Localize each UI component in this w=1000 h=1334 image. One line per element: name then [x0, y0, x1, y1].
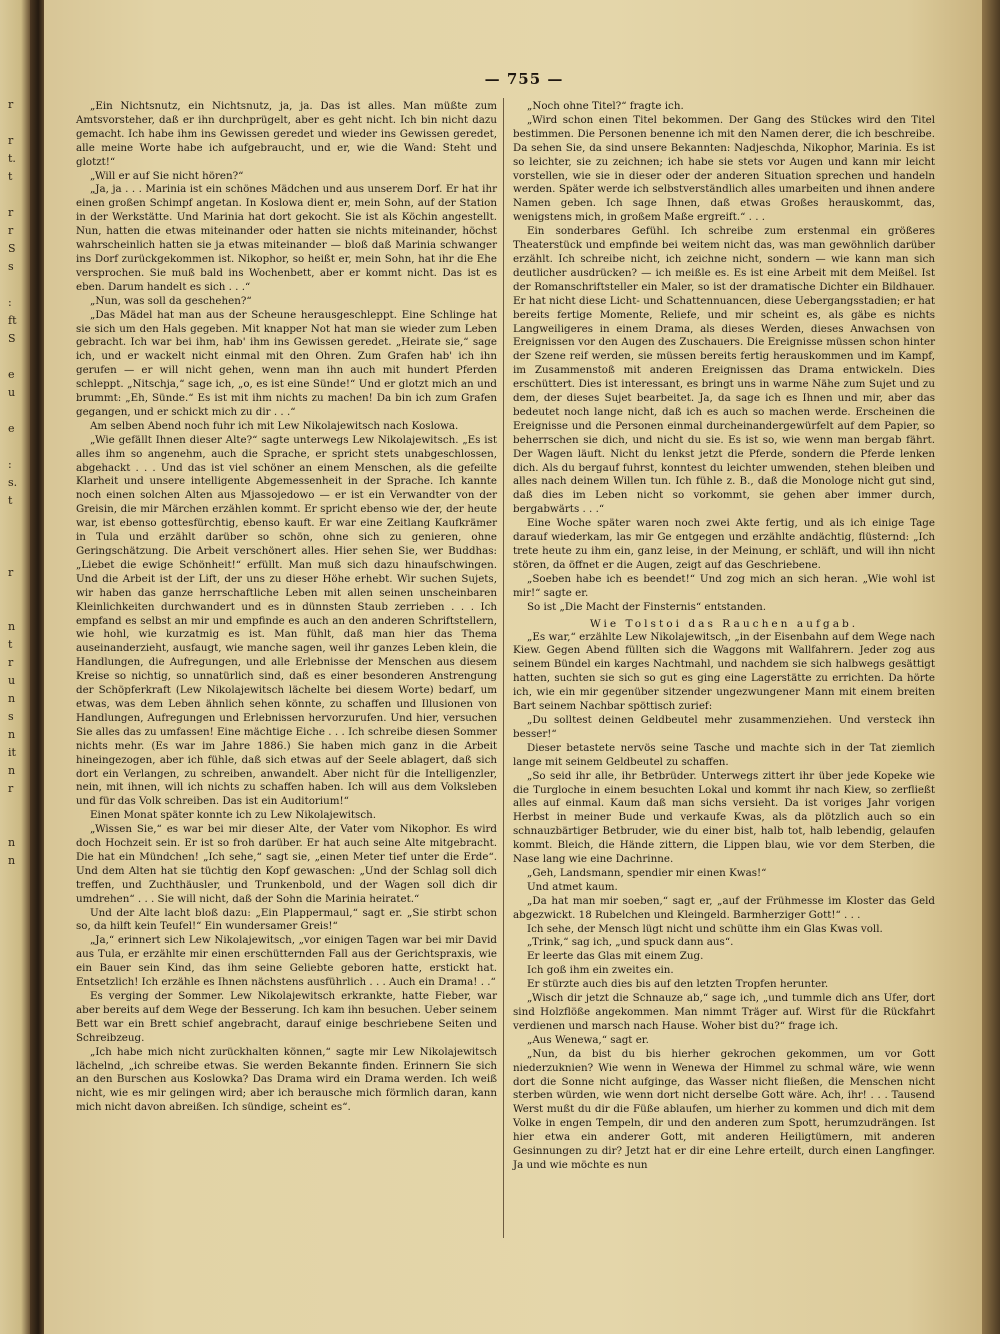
paragraph: Am selben Abend noch fuhr ich mit Lew Nikolajewitsch nach Koslowa.	[90, 419, 459, 432]
paragraph: Eine Woche später waren noch zwei Akte fertig, und als ich einige Tage darauf wiederkam, las mir Ge entgegen und erzählte andächtig, flüsternd: „Ich trete heute zu ihm ein, ganz leise, in der Meinung, er schläft, und will ihn nicht stören, da öffnet er die Augen, zeigt auf das Geschriebene.	[513, 517, 935, 571]
paragraph: „Ein Nichtsnutz, ein Nichtsnutz, ja, ja. Das ist alles. Man müßte zum Amtsvorsteher, daß er ihn durchprügelt, aber es geht nicht. Ich bin nicht dazu gemacht. Ich habe ihm ins Gewissen geredet und wieder ins Gewissen geredet, alle meine Worte habe ich aufgebraucht, und er, wie die Wand: Steht und glotzt!“	[76, 100, 497, 168]
paragraph: „Geh, Landsmann, spendier mir einen Kwas!“	[527, 866, 767, 879]
paragraph: „So seid ihr alle, ihr Betbrüder. Unterwegs zittert ihr über jede Kopeke wie die Turgloche in einem besuchten Lokal und kommt ihr nach Kiew, so zerfließt alles auf einmal. Kaum daß man sichs versieht. Da ist voriges Jahr vorigen Herbst in meiner Bude und verkaufe Kwas, als da plötzlich auch so ein schnauzbärtiger Betbruder, wie du einer bist, halb tot, halb lebendig, gelaufen kommt. Bleich, die Hände zittern, die Lippen blau, wie vor dem Sterben, die Nase lang wie eine Dachrinne.	[513, 769, 935, 866]
left-text-column	[76, 100, 497, 1115]
paragraph: So ist „Die Macht der Finsternis“ entstanden.	[527, 600, 767, 613]
paragraph: „Ja, ja . . . Marinia ist ein schönes Mädchen und aus unserem Dorf. Er hat ihr einen großen Schimpf angetan. In Koslowa dient er, mein Sohn, auf der Station in der Werkstätte. Und Marinia hat dort gekocht. Sie ist als Köchin angestellt. Nun, hatten die etwas miteinander oder hatten sie nichts miteinander, höchst wahrscheinlich hatten sie ja etwas miteinander — bloß daß Marinia schwanger ins Dorf zurückgekommen ist. Nikophor, so heißt er, mein Sohn, hat ihr die Ehe versprochen. Sie muß bald ins Wochenbett, aber er kommt nicht. Das ist es eben. Darum handelt es sich . . .“	[76, 183, 497, 293]
paragraph: „Da hat man mir soeben,“ sagt er, „auf der Frühmesse im Kloster das Geld abgezwickt. 18 Rubelchen und Kleingeld. Barmherziger Gott!“ . . .	[513, 894, 935, 921]
paragraph: Es verging der Sommer. Lew Nikolajewitsch erkrankte, hatte Fieber, war aber bereits auf dem Wege der Besserung. Ich kam ihn besuchen. Ueber seinem Bett war ein Brett schief angebracht, darauf einige beschriebene Seiten und Schreibzeug.	[76, 990, 497, 1044]
paragraph: Ich goß ihm ein zweites ein.	[527, 964, 674, 977]
paragraph: „Ich habe mich nicht zurückhalten können,“ sagte mir Lew Nikolajewitsch lächelnd, „ich schreibe etwas. Sie werden Bekannte finden. Erinnern Sie sich an den Burschen aus Koslowka? Das Drama wird ein Drama werden. Ich weiß nicht, wie es mir gelingen wird; aber ich berausche mich förmlich daran, kann mich nicht davon abreißen. Ich sündige, scheint es“.	[76, 1045, 497, 1114]
paragraph: Und der Alte lacht bloß dazu: „Ein Plappermaul,“ sagt er. „Sie stirbt schon so, da hilft kein Teufel!“ Ein wundersamer Greis!“	[76, 906, 497, 933]
book-gutter	[30, 0, 44, 1334]
paragraph: „Wie gefällt Ihnen dieser Alte?“ sagte unterwegs Lew Nikolajewitsch. „Es ist alles ihm so angenehm, auch die Sprache, er spricht stets unabgeschlossen, abgehackt . . . Und das ist viel schöner an einem Menschen, als die gefeilte Klarheit und unsere intelligente Abgemessenheit in der Sprache. Ich kannte noch einen solchen Alten aus Mjassojedowo — er ist ein Verwandter von der Greisin, die mir Märchen erzählen kommt. Er spricht ebenso wie der, der heute war, ist ebenso gottesfürchtig, ebenso kauft. Er war eine Zeitlang Kaufkrämer in Tula und erzählt darüber so schön, ohne sich zu genieren, ohne Geringschätzung. Die Arbeit verschönert alles. Hier sehen Sie, wer Buddhas: „Liebet die ewige Schönheit!“ erfüllt. Man muß sich dazu hinaufschwingen. Und die Arbeit ist der Lift, der uns zu dieser Höhe erhebt. Wir suchen Sujets, wir haben das ganze herrschaftliche Leben mit allen seinen unscheinbaren Kleinlichkeiten durchwandert und es in dünnsten Staub zerrieben . . . Ich empfand es selbst an mir und empfinde es auch an den anderen Schriftstellern, wie hohl, wie kurzatmig es ist. Man fühlt, daß man hier das Thema auseinanderzieht, ausfaugt, wie manche sagen, weil ihr ganzes Leben klein, die Handlungen, die Aufregungen, und alle Erlebnisse der Menschen aus diesem Kreise so nichtig, so unnatürlich sind, daß es einer besonderen Anstrengung der Schöpferkraft (Lew Nikolajewitsch lächelte bei diesem Worte) bedarf, um etwas, was dem Leben ähnlich sehen könnte, zu schaffen und Illusionen von Handlungen, Aufregungen und Erlebnissen hervorzurufen. Und hier, versuchen Sie alles das zu umfassen! Eine mächtige Eiche . . . Ich schreibe diesen Sommer nichts mehr. (Es war im Jahre 1886.) Sie haben mich ganz in die Arbeit hineingezogen, aber ich fühle, daß sich etwas auf der Seele ablagert, daß sich dort ein Verlangen, zu schreiben, anwandelt. Aber nicht für die Intelligenzler, nein, mit ihnen, will ich nichts zu schaffen haben. Ich will aus dem Volksleben und für das Volk schreiben. Das ist ein Auditorium!“	[76, 433, 497, 808]
paragraph: „Soeben habe ich es beendet!“ Und zog mich an sich heran. „Wie wohl ist mir!“ sagte er.	[513, 572, 935, 599]
paragraph: „Das Mädel hat man aus der Scheune herausgeschleppt. Eine Schlinge hat sie sich um den Hals gegeben. Mit knapper Not hat man sie wieder zum Leben gebracht. Ich war bei ihm, hab' ihm ins Gewissen geredet. „Heirate sie,“ sage ich, und er wackelt nicht einmal mit den Ohren. Zum Grafen hab' ich ihn gerufen — er will nicht gehen, wenn man ihn auch mit hundert Pferden schleppt. „Nitschja,“ sage ich, „o, es ist eine Sünde!“ Und er glotzt mich an und brummt: „Eh, Sünde.“ Es ist mit ihm nichts zu machen! Da bin ich zum Grafen gegangen, und er schickt mich zu dir . . .“	[76, 308, 497, 418]
paragraph: Er leerte das Glas mit einem Zug.	[527, 950, 704, 963]
paragraph: „Noch ohne Titel?“ fragte ich.	[527, 100, 684, 112]
paragraph: „Ja,“ erinnert sich Lew Nikolajewitsch, „vor einigen Tagen war bei mir David aus Tula, er erzählte mir einen erschütternden Fall aus der Gerichtspraxis, wie ein Bauer sein Kind, das ihm seine Geliebte geboren hatte, erstickt hat. Entsetzlich! Ich erzähle es Ihnen nächstens ausführlich . . . Auch ein Drama! . .“	[76, 934, 497, 989]
book-cover-edge	[982, 0, 1000, 1334]
paragraph: „Trink,“ sag ich, „und spuck dann aus“.	[527, 936, 734, 949]
paragraph: „Wisch dir jetzt die Schnauze ab,“ sage ich, „und tummle dich ans Ufer, dort sind Holzflöße angekommen. Man nimmt Träger auf. Wirst für die Rückfahrt verdienen und marsch nach Hause. Woher bist du?“ frage ich.	[513, 992, 935, 1032]
paragraph: Ein sonderbares Gefühl. Ich schreibe zum erstenmal ein größeres Theaterstück und empfinde bei weitem nicht das, was man gewöhnlich darüber erzählt. Ich schreibe nicht, ich zeichne nicht, sondern — wie kann man sich deutlicher ausdrücken? — ich meißle es. Es ist eine Arbeit mit dem Meißel. Ist der Romanschriftsteller ein Maler, so ist der dramatische Dichter ein Bildhauer. Er hat nicht diese Licht- und Schattennuancen, diese Uebergangsstadien; er hat bereits fertige Momente, Reliefe, und mir scheint es, als gäbe es nichts Langweiligeres in einem Drama, als dieses Werden, dieses Anwachsen von Ereignissen vor den Augen des Zuschauers. Die Ereignisse müssen schon hinter der Szene reif werden, sie müssen bereits fertig herauskommen und im Kampf, im Zusammenstoß mit anderen Ereignissen das Drama entwickeln. Dies erschüttert. Dies ist interessant, es bringt uns in warme Nähe zum Sujet und zu dem, der dieses Sujet bearbeitet. Ja, da sage ich es Ihnen und mir, aber das bedeutet noch lange nicht, daß ich es auch so machen werde. Erscheinen die Ereignisse und die Personen einmal durcheinandergewürfelt auf dem Papier, so beherrschen sie dich, und nicht du sie. Es ist so, wie wenn man bergab fährt. Der Wagen läuft. Nicht du lenkst jetzt die Pferde, sondern die Pferde lenken dich. Als du bergauf fuhrst, konntest du leichter umwenden, stehen bleiben und alles nach deinem Willen tun. Ich fühle z. B., daß die Monologe nicht gut sind, daß dies im Leben nicht so vorkommt, sie gehen aber immer durch, bergabwärts . . .“	[513, 225, 935, 516]
previous-page-edge	[0, 0, 30, 1334]
paragraph: Er stürzte auch dies bis auf den letzten Tropfen herunter.	[527, 978, 829, 991]
right-text-column	[513, 100, 935, 1173]
section-title: Wie Tolstoi das Rauchen aufgab.	[589, 617, 859, 630]
paragraph: „Aus Wenewa,“ sagt er.	[527, 1033, 649, 1046]
paragraph: „Du solltest deinen Geldbeutel mehr zusammenziehen. Und versteck ihn besser!“	[513, 713, 935, 740]
paragraph: Einen Monat später konnte ich zu Lew Nikolajewitsch.	[90, 809, 376, 822]
paragraph: Dieser betastete nervös seine Tasche und machte sich in der Tat ziemlich lange mit seinem Geldbeutel zu schaffen.	[513, 741, 935, 768]
paragraph: „Wird schon einen Titel bekommen. Der Gang des Stückes wird den Titel bestimmen. Die Personen benenne ich mit den Namen derer, die ich beschreibe. Da sehen Sie, da sind unsere Bekannten: Nadjeschda, Nikophor, Marinia. Es ist so leichter, sie zu zeichnen; ich habe sie stets vor Augen und kann mir leicht vorstellen, wie sie in dieser oder der anderen Situation sprechen und handeln werden. Später werde ich selbstverständlich alles umarbeiten und ihnen andere Namen geben. Ich sage Ihnen, daß etwas Großes herauskommt, das, wenigstens mich, in großem Maße ergreift.“ . . .	[513, 113, 935, 224]
paragraph: „Es war,“ erzählte Lew Nikolajewitsch, „in der Eisenbahn auf dem Wege nach Kiew. Gegen Abend füllten sich die Waggons mit Wallfahrern. Jeder zog aus seinem Bündel ein karges Nachtmahl, und nachdem sie sich halbwegs gesättigt hatten, suchten sie sich so gut es ging eine Lagerstätte zu errichten. Da hörte ich, wie ein mir gegenüber sitzender ungezwungener Mann mit einem breiten Bart seinem Nachbar spöttisch zurief:	[513, 630, 935, 713]
previous-page-edge-text: r r t. t r r S s : ft S e u e : s. t r n t r u n s n it n r n n	[8, 98, 18, 867]
paragraph: „Nun, was soll da geschehen?“	[90, 294, 252, 307]
column-divider	[503, 98, 504, 1238]
paragraph: Ich sehe, der Mensch lügt nicht und schütte ihm ein Glas Kwas voll.	[527, 922, 883, 935]
paragraph: „Wissen Sie,“ es war bei mir dieser Alte, der Vater vom Nikophor. Es wird doch Hochzeit sein. Er ist so froh darüber. Er hat auch seine Alte mitgebracht. Die hat ein Mündchen! „Ich sehe,“ sagt sie, „einen Meter tief unter die Erde“. Und dem Alten hat sie tüchtig den Kopf gewaschen: „Und der Schlag soll dich treffen, und Zuchthäusler, und Trunkenbold, und der Wagen soll dich dir umdrehen“ . . . Sie will nicht, daß der Sohn die Marinia heiratet.“	[76, 823, 497, 905]
paragraph: „Will er auf Sie nicht hören?“	[90, 169, 244, 182]
paragraph: Und atmet kaum.	[527, 880, 618, 893]
paragraph: „Nun, da bist du bis hierher gekrochen gekommen, um vor Gott niederzuknien? Wie wenn in Wenewa der Himmel zu schmal wäre, wie wenn dort die Sonne nicht aufginge, das Wasser nicht fließen, die Menschen nicht sterben würden, wie wenn dort nicht derselbe Gott wäre. Ach, ihr! . . . Tausend Werst mußt du dir die Füße ablaufen, um hierher zu kommen und dich mit dem Volke in engen Tempeln, dir und den anderen zum Spott, herumzudrängen. Ist hier etwa ein anderer Gott, mit anderen Heiligtümern, mit anderen Gesinnungen zu dir? Jetzt hat er dir eine Lehre erteilt, durch einen Langfinger. Ja und wie möchte es nun	[513, 1047, 935, 1171]
page-number: — 755 —	[484, 70, 564, 88]
